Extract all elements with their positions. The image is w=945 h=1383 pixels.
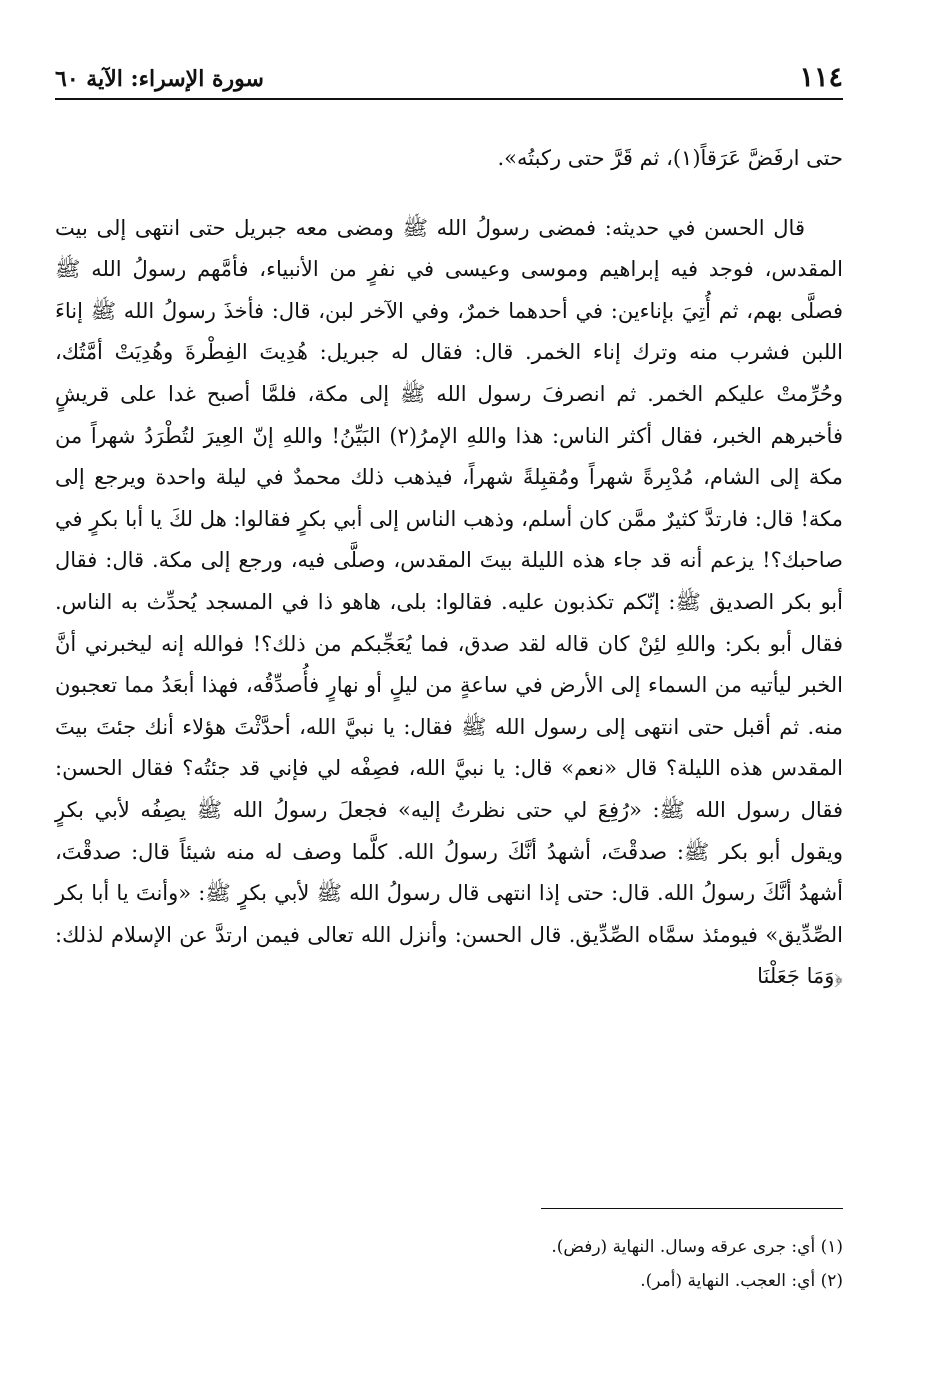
paragraph-1: حتى ارفَضَّ عَرَقاً(١)، ثم قَرَّ حتى ركبتُه».	[497, 146, 843, 170]
header-divider	[55, 98, 843, 100]
surah-title: سورة الإسراء: الآية ٦٠	[55, 66, 264, 92]
footnote-1: (١) أي: جرى عرقه وسال. النهاية (رفض).	[551, 1237, 843, 1257]
paragraph-2: قال الحسن في حديثه: فمضى رسولُ الله ﷺ ومضى معه جبريل حتى انتهى إلى بيت المقدس، فوجد فيه إبراهيم وموسى وعيسى في نفرٍ من الأنبياء، فأمَّهم رسولُ الله ﷺ فصلَّى بهم، ثم أُتِيَ بإناءين: في أحدهما خمرٌ، وفي الآخر لبن، قال: فأخذَ رسولُ الله ﷺ إناءَ اللبن فشرب منه وترك إناء الخمر. قال: فقال له جبريل: هُدِيتَ الفِطْرةَ وهُدِيَتْ أمَّتُك، وحُرِّمتْ عليكم الخمر. ثم انصرفَ رسول الله ﷺ إلى مكة، فلمَّا أصبح غدا على قريشٍ فأخبرهم الخبر، فقال أكثر الناس: هذا واللهِ الإمرُ(٢) البَيِّنُ! واللهِ إنّ العِيرَ لتُطْرَدُ شهراً من مكة إلى الشام، مُدْبِرةً شهراً ومُقبِلةً شهراً، فيذهب ذلك محمدٌ في ليلة واحدة ويرجع إلى مكة! قال: فارتدَّ كثيرٌ ممَّن كان أسلم، وذهب الناس إلى أبي بكرٍ فقالوا: هل لكَ يا أبا بكرٍ في صاحبك؟! يزعم أنه قد جاء هذه الليلة بيتَ المقدس، وصلَّى فيه، ورجع إلى مكة. قال: فقال أبو بكر الصديق ﷺ: إنّكم تكذبون عليه. فقالوا: بلى، هاهو ذا في المسجد يُحدِّث به الناس. فقال أبو بكر: واللهِ لئِنْ كان قاله لقد صدق، فما يُعَجِّبكم من ذلك؟! فوالله إنه ليخبرني أنَّ الخبر ليأتيه من السماء إلى الأرض في ساعةٍ من ليلٍ أو نهارٍ فأُصدِّقُه، فهذا أبعَدُ مما تعجبون منه. ثم أقبل حتى انتهى إلى رسول الله ﷺ فقال: يا نبيَّ الله، أحدَّثْتَ هؤلاء أنك جئتَ بيتَ المقدس هذه الليلة؟ قال «نعم» قال: يا نبيَّ الله، فصِفْه لي فإني قد جئتُه؟ فقال الحسن: فقال رسول الله ﷺ: «رُفِعَ لي حتى نظرتُ إليه» فجعلَ رسولُ الله ﷺ يصِفُه لأبي بكرٍ ويقول أبو بكر ﷺ: صدقْتَ، أشهدُ أنَّكَ رسولُ الله. كلَّما وصف له منه شيئاً قال: صدقْتَ، أشهدُ أنَّكَ رسولُ الله. قال: حتى إذا انتهى قال رسولُ الله ﷺ لأبي بكرٍ ﷺ: «وأنتَ يا أبا بكر الصِّدِّيق» فيومئذ سمَّاه الصِّدِّيق. قال الحسن: وأنزل الله تعالى فيمن ارتدَّ عن الإسلام لذلك: ﴿وَمَا جَعَلْنَا	[55, 215, 844, 989]
page-number: ١١٤	[799, 62, 843, 93]
running-header	[55, 62, 843, 98]
main-text	[55, 138, 843, 998]
footnotes	[55, 1232, 843, 1300]
footnote-divider	[541, 1208, 843, 1209]
footnote-2: (٢) أي: العجب. النهاية (أمر).	[640, 1271, 843, 1291]
